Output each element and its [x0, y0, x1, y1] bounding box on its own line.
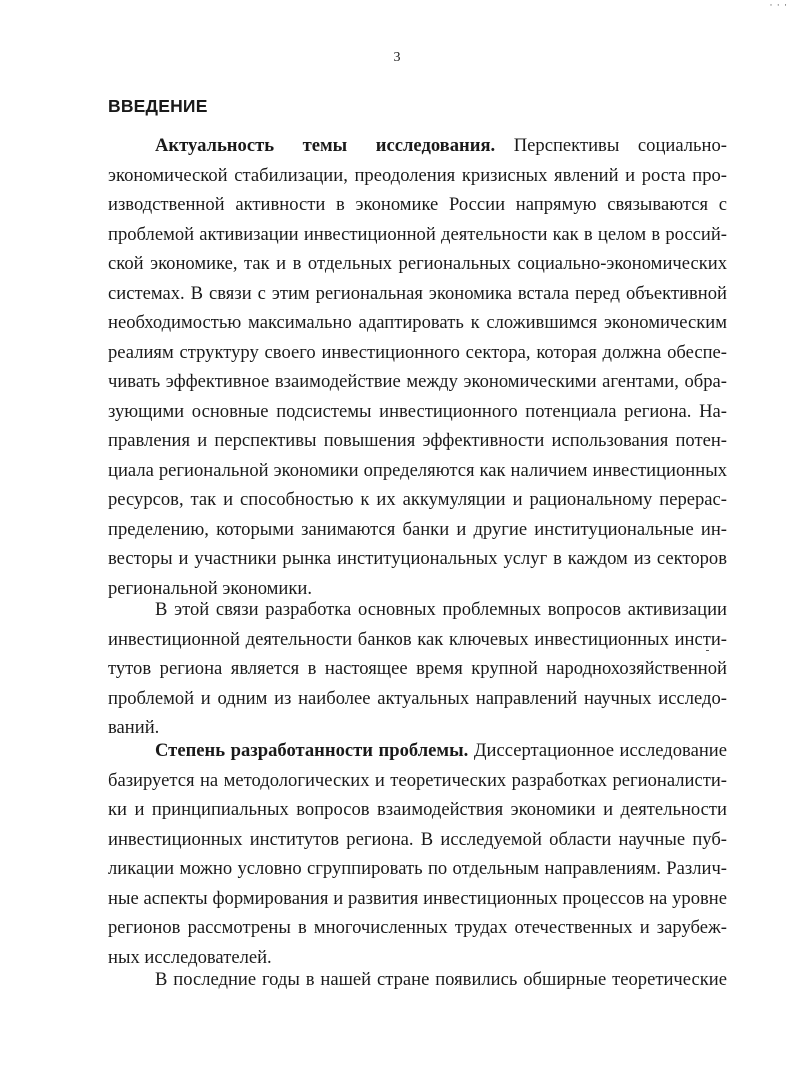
text-line: ликации можно условно сгруппировать по отдельным направлениям. Различ- — [108, 858, 727, 879]
text-line: базируется на методологических и теоретических разработках регионалисти- — [108, 769, 727, 791]
text-line: ресурсов, так и способностью к их аккумуляции и рациональному перерас- — [108, 489, 727, 510]
run-in-heading-relevance: Актуальность темы исследования. — [155, 135, 496, 156]
text-line: регионов рассмотрены в многочисленных трудах отечественных и зарубеж- — [108, 917, 727, 938]
text-line: зующими основные подсистемы инвестиционного потенциала региона. На- — [108, 400, 727, 422]
scan-corner-mark: · · · — [769, 0, 788, 10]
text-line: весторы и участники рынка институциональных услуг в каждом из секторов — [108, 548, 727, 569]
text-line: циала региональной экономики определяются как наличием инвестиционных — [108, 459, 727, 481]
text-line: ской экономике, так и в отдельных региональных социально-экономических — [108, 253, 727, 274]
text-line: ных исследователей. — [108, 946, 272, 968]
text-line: ки и принципиальных вопросов взаимодействия экономики и деятельности — [108, 799, 727, 820]
paragraph-relevance — [108, 131, 727, 603]
section-heading: ВВЕДЕНИЕ — [108, 96, 208, 116]
paragraph-development-degree — [108, 736, 727, 972]
text-line: проблемой и одним из наиболее актуальных направлений научных исследо- — [108, 687, 727, 709]
run-in-heading-development: Степень разработанности проблемы. — [155, 740, 469, 761]
text-line — [108, 131, 727, 161]
text-line: правления и перспективы повышения эффективности использования потен- — [108, 430, 727, 451]
text-line: необходимостью максимально адаптировать к сложившимся экономическим — [108, 312, 727, 333]
text-line: тутов региона является в настоящее время крупной народнохозяйственной — [108, 658, 727, 679]
text-line: чивать эффективное взаимодействие между экономическими агентами, обра- — [108, 371, 727, 392]
text-line: ваний. — [108, 717, 160, 738]
text-line: В этой связи разработка основных проблемных вопросов активизации — [155, 599, 727, 620]
text-line: В последние годы в нашей стране появились обширные теоретические — [155, 969, 727, 990]
text-line: инвестиционной деятельности банков как ключевых инвестиционных инсти- — [108, 628, 727, 650]
text-line: системах. В связи с этим региональная экономика встала перед объективной — [108, 282, 727, 304]
page-number: 3 — [393, 50, 401, 65]
text-line — [108, 736, 727, 766]
text-line: изводственной активности в экономике России напрямую связываются с — [108, 194, 727, 215]
paragraph-context — [108, 595, 727, 743]
text-line: проблемой активизации инвестиционной деятельности как в целом в россий- — [108, 223, 727, 245]
text-line: реалиям структуру своего инвестиционного сектора, которая должна обеспе- — [108, 341, 727, 363]
text-line: экономической стабилизации, преодоления кризисных явлений и роста про- — [108, 164, 727, 186]
text-line: инвестиционных институтов региона. В исследуемой области научные пуб- — [108, 828, 727, 850]
text-line: пределению, которыми занимаются банки и другие институциональные ин- — [108, 518, 727, 540]
text-run: Диссертационное исследование — [473, 740, 727, 761]
text-line: ные аспекты формирования и развития инвестиционных процессов на уровне — [108, 887, 727, 909]
text-line: региональной экономики. — [108, 577, 313, 599]
paragraph-recent-years — [108, 965, 727, 995]
text-run: Перспективы социально- — [513, 135, 727, 156]
